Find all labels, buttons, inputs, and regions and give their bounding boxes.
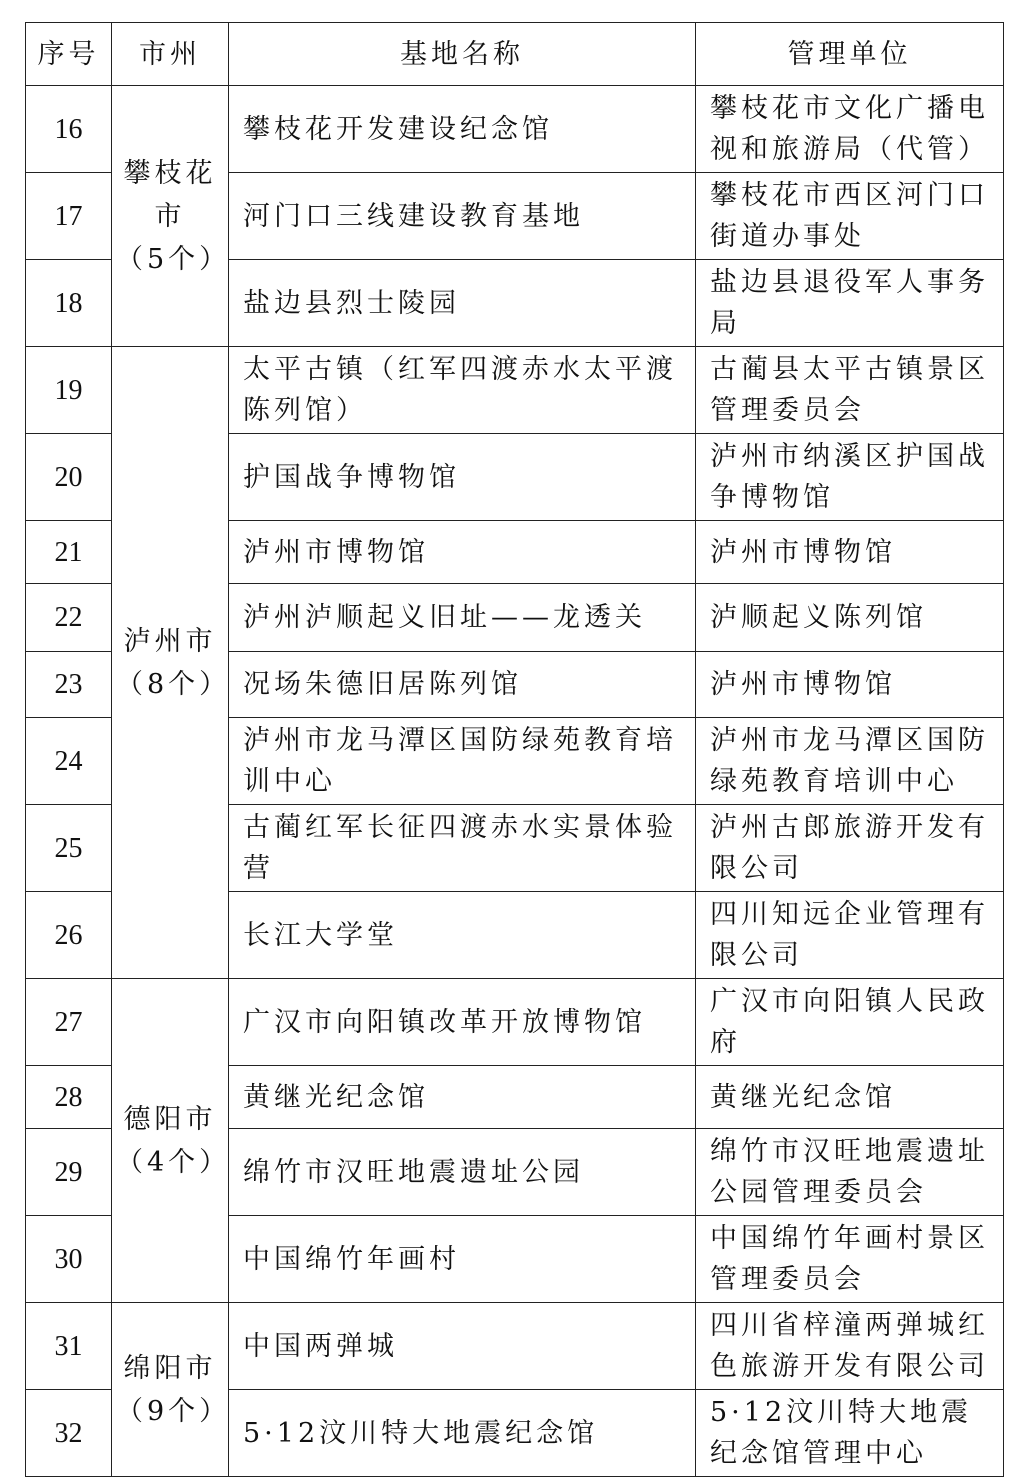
row-base-name: 广汉市向阳镇改革开放博物馆 xyxy=(229,979,696,1066)
table-row xyxy=(26,1303,1004,1390)
row-base-name: 绵竹市汉旺地震遗址公园 xyxy=(229,1129,696,1216)
city-cell xyxy=(112,979,229,1303)
row-managing-unit: 中国绵竹年画村景区管理委员会 xyxy=(696,1216,1004,1303)
row-managing-unit: 绵竹市汉旺地震遗址公园管理委员会 xyxy=(696,1129,1004,1216)
row-base-name: 泸州市博物馆 xyxy=(229,521,696,584)
row-serial-number: 30 xyxy=(26,1216,112,1303)
row-base-name: 太平古镇（红军四渡赤水太平渡陈列馆） xyxy=(229,347,696,434)
row-managing-unit: 攀枝花市西区河门口街道办事处 xyxy=(696,173,1004,260)
city-label-line: （9个） xyxy=(116,1395,231,1427)
row-serial-number: 32 xyxy=(26,1390,112,1477)
city-label-line: 市 xyxy=(154,200,186,232)
row-base-name: 长江大学堂 xyxy=(229,892,696,979)
row-base-name: 中国绵竹年画村 xyxy=(229,1216,696,1303)
row-base-name: 况场朱德旧居陈列馆 xyxy=(229,652,696,718)
row-managing-unit: 黄继光纪念馆 xyxy=(696,1066,1004,1129)
row-base-name: 古蔺红军长征四渡赤水实景体验营 xyxy=(229,805,696,892)
row-serial-number: 28 xyxy=(26,1066,112,1129)
row-managing-unit: 泸州市博物馆 xyxy=(696,652,1004,718)
row-serial-number: 22 xyxy=(26,584,112,652)
header-base-name: 基地名称 xyxy=(229,23,696,86)
row-base-name: 泸州泸顺起义旧址——龙透关 xyxy=(229,584,696,652)
header-managing-unit: 管理单位 xyxy=(696,23,1004,86)
city-cell xyxy=(112,86,229,347)
header-row xyxy=(26,23,1004,86)
city-label-line: 绵阳市 xyxy=(123,1352,217,1384)
city-cell xyxy=(112,347,229,979)
row-serial-number: 31 xyxy=(26,1303,112,1390)
table-row xyxy=(26,347,1004,434)
city-cell xyxy=(112,1303,229,1477)
table-row xyxy=(26,979,1004,1066)
row-base-name: 5·12汶川特大地震纪念馆 xyxy=(229,1390,696,1477)
city-label-line: 德阳市 xyxy=(123,1103,217,1135)
row-serial-number: 16 xyxy=(26,86,112,173)
row-serial-number: 25 xyxy=(26,805,112,892)
row-serial-number: 18 xyxy=(26,260,112,347)
header-serial: 序号 xyxy=(26,23,112,86)
row-base-name: 河门口三线建设教育基地 xyxy=(229,173,696,260)
city-label-line: 泸州市 xyxy=(123,625,217,657)
row-serial-number: 17 xyxy=(26,173,112,260)
row-serial-number: 19 xyxy=(26,347,112,434)
row-serial-number: 21 xyxy=(26,521,112,584)
row-serial-number: 29 xyxy=(26,1129,112,1216)
row-managing-unit: 盐边县退役军人事务局 xyxy=(696,260,1004,347)
row-managing-unit: 攀枝花市文化广播电视和旅游局（代管） xyxy=(696,86,1004,173)
row-managing-unit: 泸州市博物馆 xyxy=(696,521,1004,584)
row-base-name: 黄继光纪念馆 xyxy=(229,1066,696,1129)
row-base-name: 攀枝花开发建设纪念馆 xyxy=(229,86,696,173)
row-serial-number: 24 xyxy=(26,718,112,805)
row-serial-number: 27 xyxy=(26,979,112,1066)
row-serial-number: 26 xyxy=(26,892,112,979)
row-managing-unit: 古蔺县太平古镇景区管理委员会 xyxy=(696,347,1004,434)
base-list-table xyxy=(25,22,1004,1477)
city-label-line: （8个） xyxy=(116,668,231,700)
row-serial-number: 20 xyxy=(26,434,112,521)
row-managing-unit: 广汉市向阳镇人民政府 xyxy=(696,979,1004,1066)
row-managing-unit: 四川省梓潼两弹城红色旅游开发有限公司 xyxy=(696,1303,1004,1390)
row-managing-unit: 泸州古郎旅游开发有限公司 xyxy=(696,805,1004,892)
row-base-name: 泸州市龙马潭区国防绿苑教育培训中心 xyxy=(229,718,696,805)
row-base-name: 护国战争博物馆 xyxy=(229,434,696,521)
city-label-line: 攀枝花 xyxy=(123,157,217,189)
header-city: 市州 xyxy=(112,23,229,86)
table-row xyxy=(26,86,1004,173)
row-managing-unit: 四川知远企业管理有限公司 xyxy=(696,892,1004,979)
row-managing-unit: 5·12汶川特大地震纪念馆管理中心 xyxy=(696,1390,1004,1477)
row-serial-number: 23 xyxy=(26,652,112,718)
city-label-line: （4个） xyxy=(116,1146,231,1178)
row-managing-unit: 泸州市龙马潭区国防绿苑教育培训中心 xyxy=(696,718,1004,805)
row-managing-unit: 泸顺起义陈列馆 xyxy=(696,584,1004,652)
row-managing-unit: 泸州市纳溪区护国战争博物馆 xyxy=(696,434,1004,521)
table-body xyxy=(26,86,1004,1477)
row-base-name: 盐边县烈士陵园 xyxy=(229,260,696,347)
city-label-line: （5个） xyxy=(116,243,231,275)
row-base-name: 中国两弹城 xyxy=(229,1303,696,1390)
